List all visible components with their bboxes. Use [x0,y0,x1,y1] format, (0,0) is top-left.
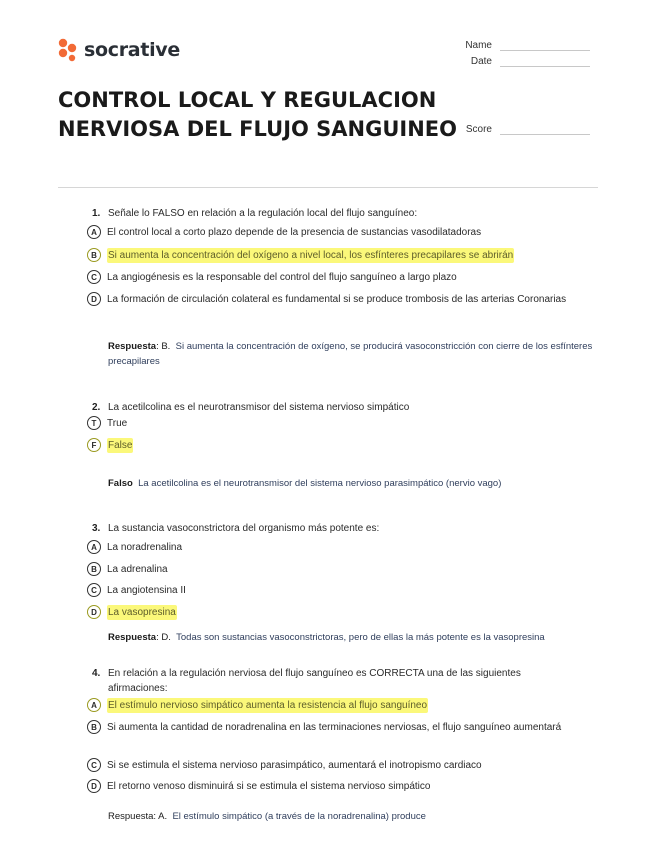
answer-key: : D. [156,632,171,643]
question-3-text: La sustancia vasoconstrictora del organismo más potente es: [108,523,380,534]
question-1-answer [108,339,604,369]
question-3-answer [108,630,604,645]
option-letter-badge: C [87,270,101,284]
question-1-option-b [87,248,514,263]
question-4-option-b [87,720,577,735]
name-label: Name [465,40,492,51]
option-text-highlighted: La vasopresina [108,607,176,618]
question-1-option-d [87,292,577,307]
question-4-text: En relación a la regulación nerviosa del flujo sanguíneo es CORRECTA una de las siguientes afirmaciones: [108,668,521,694]
question-4-option-a [87,698,428,713]
question-3-option-d [87,605,177,620]
score-field [462,124,590,135]
date-field [462,56,590,67]
option-letter-badge: T [87,416,101,430]
answer-explanation: La acetilcolina es el neurotransmisor del sistema nervioso parasimpático (nervio vago) [138,478,502,489]
question-2-answer [108,476,604,491]
option-letter-badge: D [87,605,101,619]
question-4-option-d [87,779,430,794]
answer-key: : A. [153,811,168,822]
option-letter-badge: F [87,438,101,452]
question-3-option-b [87,562,168,577]
option-text: La formación de circulación colateral es fundamental si se produce trombosis de las arterias Coronarias [107,294,567,305]
option-letter-badge: A [87,540,101,554]
question-2-number: 2. [92,402,101,413]
option-letter-badge: D [87,779,101,793]
quiz-title: CONTROL LOCAL Y REGULACION NERVIOSA DEL FLUJO SANGUINEO [58,88,457,141]
option-letter-badge: A [87,225,101,239]
question-4-number: 4. [92,668,101,679]
option-letter-badge: B [87,248,101,262]
question-3-number: 3. [92,523,101,534]
option-letter-badge: C [87,758,101,772]
question-1-text: Señale lo FALSO en relación a la regulación local del flujo sanguíneo: [108,208,418,219]
question-3-option-c [87,583,186,598]
answer-explanation: Si aumenta la concentración de oxígeno, se producirá vasoconstricción con cierre de los esfínteres precapilares [108,341,593,367]
option-text: El retorno venoso disminuirá si se estimula el sistema nervioso simpático [107,781,431,792]
question-4-answer [108,809,604,824]
answer-explanation: El estímulo simpático (a través de la noradrenalina) produce [172,811,426,822]
answer-label: Falso [108,478,133,489]
logo-wordmark: socrative [84,39,180,61]
option-text: La adrenalina [107,564,168,575]
option-text: El control local a corto plazo depende de la presencia de sustancias vasodilatadoras [107,227,482,238]
option-letter-badge: B [87,562,101,576]
answer-explanation: Todas son sustancias vasoconstrictoras, pero de ellas la más potente es la vasopresina [176,632,545,643]
score-label: Score [465,124,492,135]
name-field [462,40,590,51]
option-letter-badge: D [87,292,101,306]
score-line [500,124,590,135]
question-4-option-c [87,758,482,773]
option-text: La noradrenalina [107,542,183,553]
date-line [500,56,590,67]
answer-label: Respuesta [108,632,157,643]
question-2-text: La acetilcolina es el neurotransmisor del sistema nervioso simpático [108,402,410,413]
option-letter-badge: A [87,698,101,712]
socrative-logo [58,38,180,62]
question-1-option-a [87,225,481,240]
header-divider [58,187,598,188]
answer-key: : B. [156,341,171,352]
name-line [500,40,590,51]
option-text: La angiogénesis es la responsable del control del flujo sanguíneo a largo plazo [107,272,457,283]
option-text-highlighted: Si aumenta la concentración del oxígeno a nivel local, los esfínteres precapilares se abrirán [108,250,514,261]
question-3-option-a [87,540,182,555]
option-text: La angiotensina II [107,585,186,596]
question-1-number: 1. [92,208,101,219]
date-label: Date [470,56,492,67]
question-1-option-c [87,270,457,285]
answer-label: Respuesta [108,811,154,822]
option-text: Si aumenta la cantidad de noradrenalina en las terminaciones nerviosas, el flujo sanguíneo aumentará [107,722,562,733]
socrative-logo-icon [58,38,78,62]
option-text-highlighted: False [108,440,133,451]
option-letter-badge: C [87,583,101,597]
option-text-highlighted: El estímulo nervioso simpático aumenta la resistencia al flujo sanguíneo [108,700,428,711]
answer-label: Respuesta [108,341,157,352]
option-text: True [107,418,128,429]
option-text: Si se estimula el sistema nervioso parasimpático, aumentará el inotropismo cardiaco [107,760,482,771]
option-letter-badge: B [87,720,101,734]
question-2-option-false [87,438,133,453]
question-2-option-true [87,416,127,431]
